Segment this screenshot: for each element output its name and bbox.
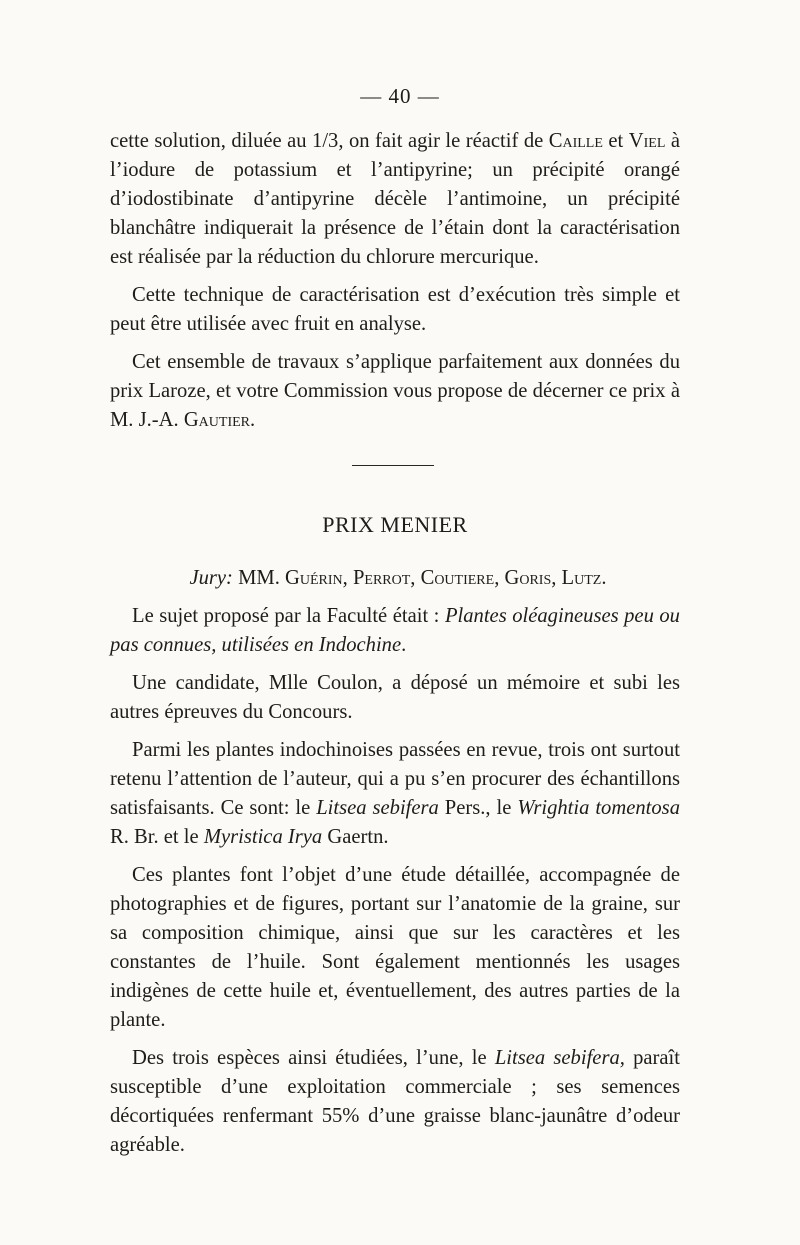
report-continuation xyxy=(110,127,680,444)
paragraph-candidate: Une candidate, Mlle Coulon, a déposé un mémoire et subi les autres épreuves du Concours. xyxy=(110,672,680,723)
jury-label: Jury: xyxy=(189,567,233,589)
jury-line: Jury: MM. Guérin, Perrot, Coutiere, Goris, Lutz. xyxy=(189,567,607,589)
subject-title: Plantes oléagineuses peu ou pas connues, utilisées en Indochine xyxy=(110,605,680,656)
paragraph-technique: Cette technique de caractérisation est d’exécution très simple et peut être utilisée avec fruit en analyse. xyxy=(110,284,680,335)
species-wrightia: Wrightia tomentosa xyxy=(517,797,680,819)
species-litsea: Litsea sebifera xyxy=(316,797,439,819)
paragraph-reactif: cette solution, diluée au 1/3, on fait agir le réactif de Caille et Viel à l’iodure de potassium et l’antipyrine; un précipité orangé d’iodostibinate d’antipyrine décèle l’antimoine, un précipité blanchâtre indiquerait la présence de l’étain dont la caractérisation est réalisée par la réduction du chlorure mercurique. xyxy=(110,130,680,268)
jury-members: Guérin, Perrot, Coutiere, Goris, Lutz xyxy=(285,567,602,589)
species-litsea-2: Litsea sebifera, xyxy=(494,1047,625,1069)
author-viel: Viel xyxy=(628,130,666,152)
paragraph-plants: Parmi les plantes indochinoises passées en revue, trois ont surtout retenu l’attention de l’auteur, qui a pu s’en procurer des échantillons satisfaisants. Ce sont: le Litsea sebifera Pers., le Wrightia tomentosa R. Br. et le Myristica Irya Gaertn. xyxy=(110,739,680,848)
prix-menier-body xyxy=(110,564,680,1169)
paragraph-exploitation: Des trois espèces ainsi étudiées, l’une, le Litsea sebifera, paraît susceptible d’une exploitation commerciale ; ses semences décortiquées renfermant 55% d’une graisse blanc-jaunâtre d’odeur agréable. xyxy=(110,1047,680,1156)
species-myristica: Myristica Irya xyxy=(203,826,323,848)
page-number: — 40 — xyxy=(360,84,440,108)
paragraph-subject: Le sujet proposé par la Faculté était : Plantes oléagineuses peu ou pas connues, utilisées en Indochine. xyxy=(110,605,680,656)
paragraph-study: Ces plantes font l’objet d’une étude détaillée, accompagnée de photographies et de figures, portant sur l’anatomie de la graine, sur sa composition chimique, ainsi que sur les caractères et les constantes de l’huile. Sont également mentionnés les usages indigènes de cette huile et, éventuellement, des autres parties de la plante. xyxy=(110,864,680,1031)
laureate-name: Gautier xyxy=(183,409,251,431)
section-title: PRIX MENIER xyxy=(322,512,468,537)
paragraph-conclusion-laroze: Cet ensemble de travaux s’applique parfaitement aux données du prix Laroze, et votre Commission vous propose de décerner ce prix à M. J.-A. Gautier. xyxy=(110,351,680,431)
section-divider xyxy=(352,465,434,466)
author-caille: Caille xyxy=(548,130,603,152)
